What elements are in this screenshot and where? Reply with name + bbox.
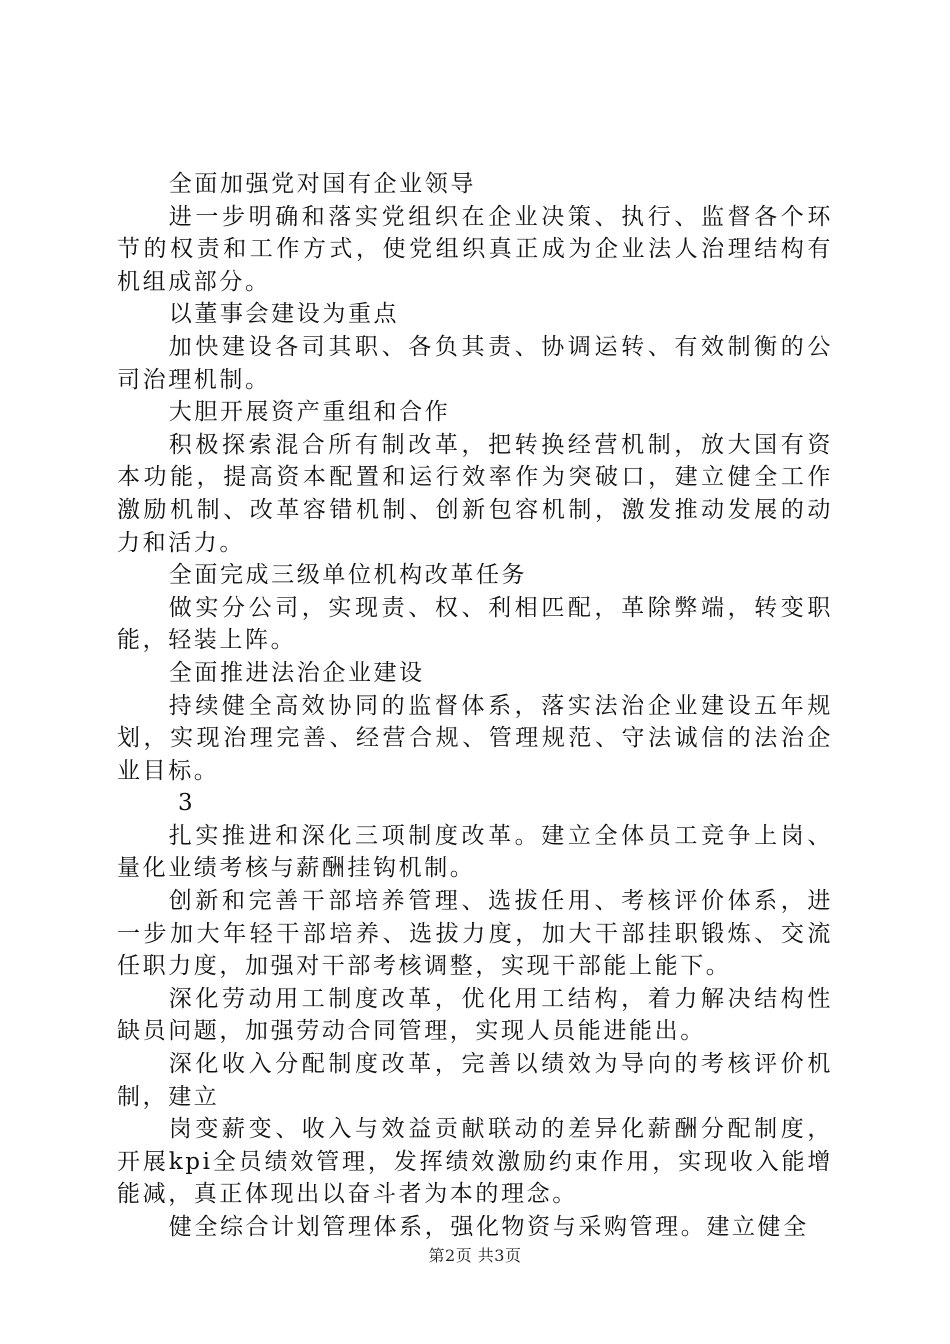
paragraph-salary-kpi: 岗变薪变、收入与效益贡献联动的差异化薪酬分配制度，开展kpi全员绩效管理，发挥绩效激励约束作用，实现收入能增能减，真正体现出以奋斗者为本的理念。 bbox=[117, 1116, 833, 1208]
paragraph-mixed-ownership: 积极探索混合所有制改革，把转换经营机制，放大国有资本功能，提高资本配置和运行效率作为突破口，建立健全工作激励机制、改革容错机制、创新包容机制，激发推动发展的动力和活力。 bbox=[117, 431, 833, 556]
document-body bbox=[117, 168, 833, 1244]
paragraph-labor-reform: 深化劳动用工制度改革，优化用工结构，着力解决结构性缺员问题，加强劳动合同管理，实现人员能进能出。 bbox=[117, 985, 833, 1045]
paragraph-branch-company: 做实分公司，实现责、权、利相匹配，革除弊端，转变职能，轻装上阵。 bbox=[117, 594, 833, 654]
section-number: 3 bbox=[177, 790, 196, 817]
heading-third-level-reform: 全面完成三级单位机构改革任务 bbox=[168, 562, 528, 589]
paragraph-cadre-training: 创新和完善干部培养管理、选拔任用、考核评价体系，进一步加大年轻干部培养、选拔力度，加大干部挂职锻炼、交流任职力度，加强对干部考核调整，实现干部能上能下。 bbox=[117, 888, 833, 980]
heading-asset-restructuring: 大胆开展资产重组和合作 bbox=[168, 399, 451, 426]
heading-party-leadership: 全面加强党对国有企业领导 bbox=[168, 171, 476, 197]
paragraph-three-systems-reform: 扎实推进和深化三项制度改革。建立全体员工竞争上岗、量化业绩考核与薪酬挂钩机制。 bbox=[117, 822, 833, 882]
heading-board-construction: 以董事会建设为重点 bbox=[168, 301, 400, 328]
paragraph-supervision-system: 持续健全高效协同的监督体系，落实法治企业建设五年规划，实现治理完善、经营合规、管理规范、守法诚信的法治企业目标。 bbox=[117, 692, 833, 784]
heading-rule-of-law: 全面推进法治企业建设 bbox=[168, 659, 425, 686]
paragraph-income-distribution: 深化收入分配制度改革，完善以绩效为导向的考核评价机制，建立 bbox=[117, 1051, 833, 1110]
paragraph-planning-procurement: 健全综合计划管理体系，强化物资与采购管理。建立健全 bbox=[168, 1214, 809, 1240]
paragraph-governance-mechanism: 加快建设各司其职、各负其责、协调运转、有效制衡的公司治理机制。 bbox=[117, 333, 833, 393]
paragraph-party-organization: 进一步明确和落实党组织在企业决策、执行、监督各个环节的权责和工作方式，使党组织真正成为企业法人治理结构有机组成部分。 bbox=[117, 203, 833, 295]
page-footer: 第2页 共3页 bbox=[428, 1246, 522, 1265]
